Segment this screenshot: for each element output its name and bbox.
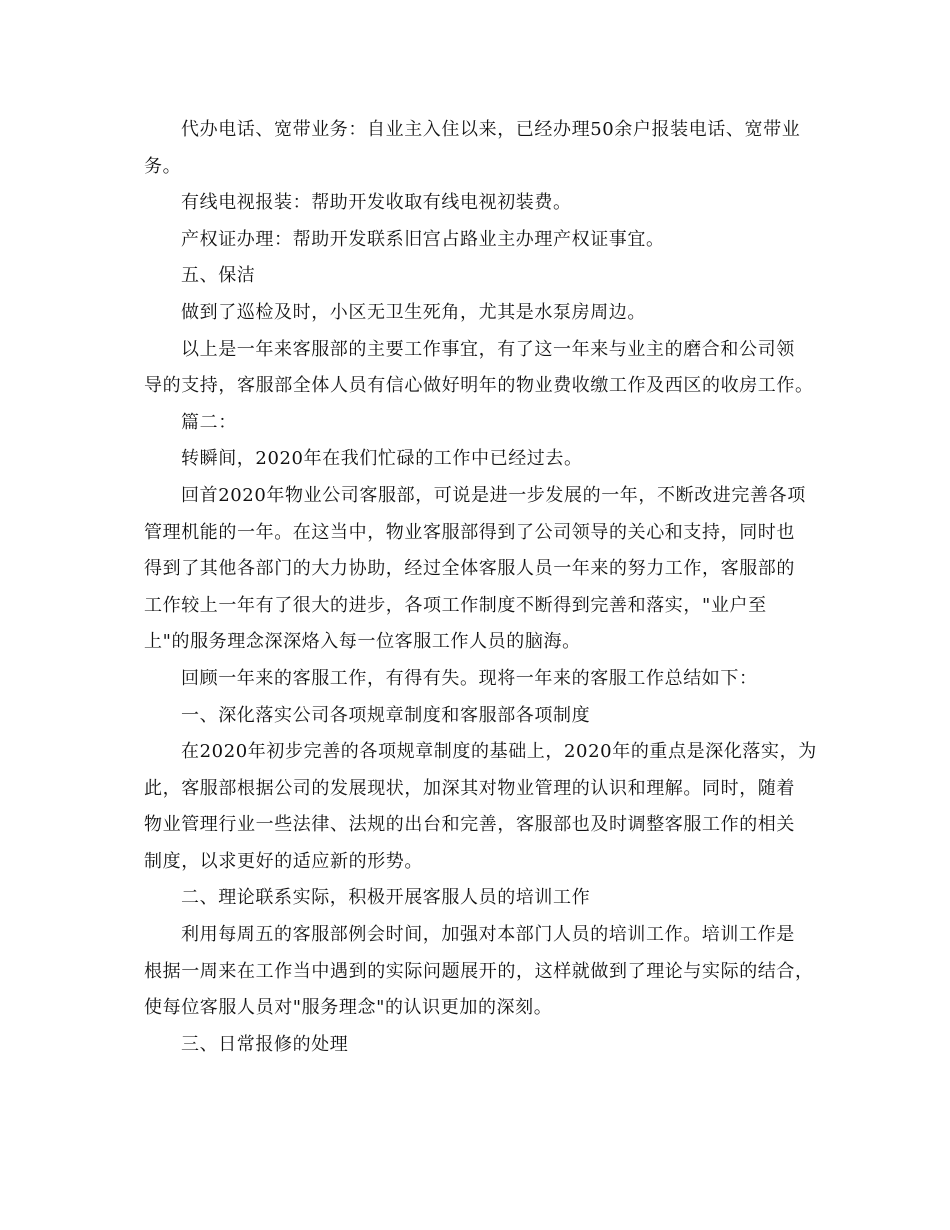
text-line: 根据一周来在工作当中遇到的实际问题展开的，这样就做到了理论与实际的结合，: [144, 960, 814, 982]
text-line: 以上是一年来客服部的主要工作事宜，有了这一年来与业主的磨合和公司领: [181, 338, 795, 360]
text-line: 使每位客服人员对"服务理念"的认识更加的深刻。: [144, 997, 553, 1019]
text-line: 产权证办理：帮助开发联系旧宫占路业主办理产权证事宜。: [181, 228, 665, 250]
text-line: 做到了巡检及时，小区无卫生死角，尤其是水泵房周边。: [181, 301, 646, 323]
document-body: [144, 112, 817, 1063]
text-line: 回首2020年物业公司客服部，可说是进一步发展的一年，不断改进完善各项: [181, 484, 806, 506]
text-line: 回顾一年来的客服工作，有得有失。现将一年来的客服工作总结如下：: [181, 667, 758, 689]
text-line: 上"的服务理念深深烙入每一位客服工作人员的脑海。: [144, 631, 581, 653]
text-line: 五、保洁: [181, 265, 256, 287]
text-line: 在2020年初步完善的各项规章制度的基础上，2020年的重点是深化落实，为: [181, 741, 817, 763]
text-line: 转瞬间，2020年在我们忙碌的工作中已经过去。: [181, 448, 583, 470]
text-line: 务。: [144, 155, 182, 177]
text-line: 制度，以求更好的适应新的形势。: [144, 850, 423, 872]
text-line: 代办电话、宽带业务：自业主入住以来，已经办理50余户报装电话、宽带业: [181, 119, 801, 140]
text-line: 三、日常报修的处理: [181, 1033, 349, 1055]
text-line: 得到了其他各部门的大力协助，经过全体客服人员一年来的努力工作，客服部的: [144, 558, 795, 580]
text-line: 利用每周五的客服部例会时间，加强对本部门人员的培训工作。培训工作是: [181, 924, 795, 946]
text-line: 一、深化落实公司各项规章制度和客服部各项制度: [181, 704, 591, 726]
text-line: 管理机能的一年。在这当中，物业客服部得到了公司领导的关心和支持，同时也: [144, 521, 795, 543]
text-line: 物业管理行业一些法律、法规的出台和完善，客服部也及时调整客服工作的相关: [144, 814, 795, 836]
text-line: 导的支持，客服部全体人员有信心做好明年的物业费收缴工作及西区的收房工作。: [144, 375, 814, 397]
text-line: 有线电视报装：帮助开发收取有线电视初装费。: [181, 192, 572, 214]
text-line: 篇二：: [181, 411, 237, 433]
text-line: 工作较上一年有了很大的进步，各项工作制度不断得到完善和落实，"业户至: [144, 594, 767, 616]
text-line: 二、理论联系实际，积极开展客服人员的培训工作: [181, 887, 591, 909]
text-line: 此，客服部根据公司的发展现状，加深其对物业管理的认识和理解。同时，随着: [144, 777, 795, 799]
